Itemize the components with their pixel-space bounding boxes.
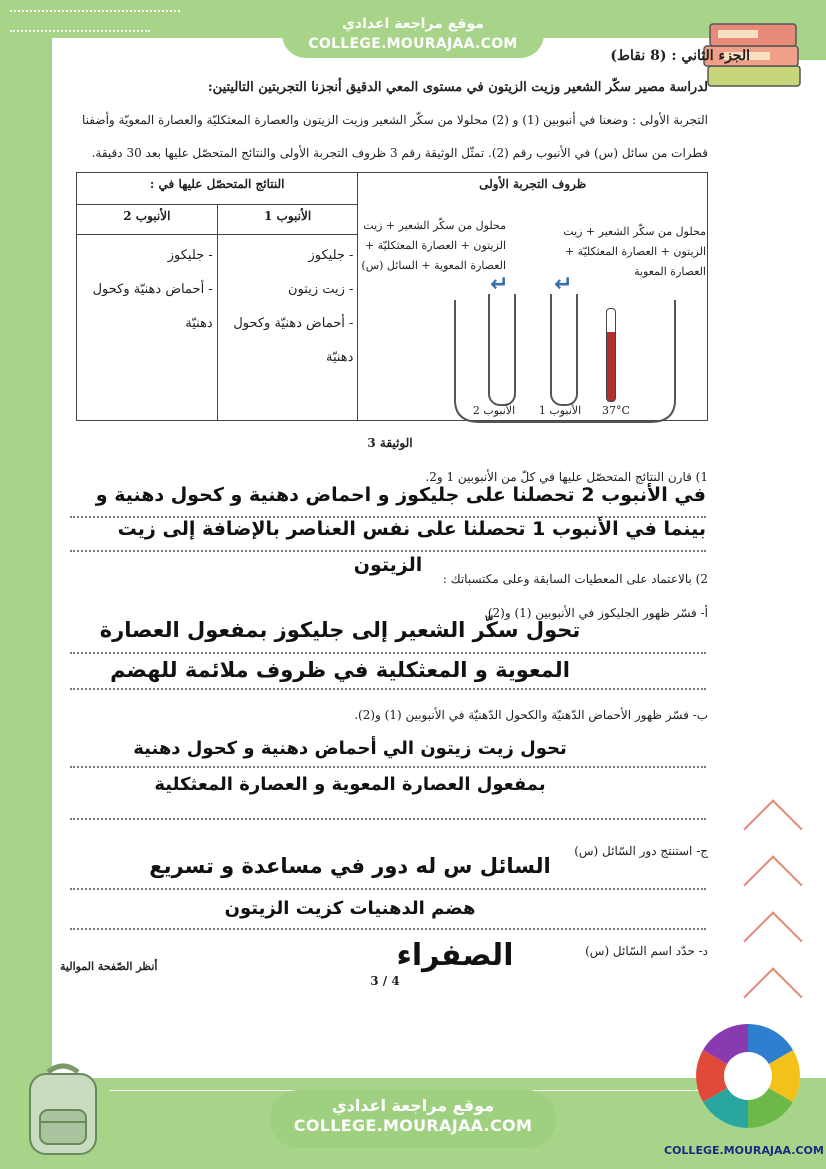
- answer-2d: الصفراء: [396, 938, 514, 973]
- intro-text: لدراسة مصير سكّر الشعير وزيت الزيتون في مستوى المعي الدقيق أنجزنا التجربتين التاليتين:: [207, 80, 708, 95]
- question-2d-prompt: د- حدّد اسم السّائل (س): [585, 944, 708, 958]
- answer-2a-line-2: المعوية و المعثكلية في ظروف ملائمة للهضم: [110, 658, 570, 682]
- tube-2-result: - أحماض دهنيّة وكحول دهنيّة: [92, 282, 213, 331]
- temperature-label: 37°C: [602, 404, 630, 417]
- answer-2c-line-1: السائل س له دور في مساعدة و تسريع: [149, 854, 551, 878]
- answer-line: [70, 550, 706, 552]
- question-2b-prompt: ب- فسّر ظهور الأحماض الدّهنيّة والكحول الدّهنيّة في الأنبوبين (1) و(2).: [354, 708, 708, 722]
- conditions-header: ظروف التجربة الأولى: [479, 177, 587, 191]
- document-label: الوثيقة 3: [367, 436, 413, 450]
- see-next-page-note: أنظر الصّفحة الموالية: [60, 960, 158, 973]
- frame-left-band: [0, 0, 52, 1169]
- decorative-dots: [10, 30, 150, 32]
- footer-banner-url: COLLEGE.MOURAJAA.COM: [293, 1116, 533, 1135]
- pour-arrow-icon: ↵: [490, 272, 509, 297]
- section-title: الجزء الثاني : (8 نقاط): [610, 48, 750, 64]
- tube-2-header: الأنبوب 2: [77, 205, 218, 235]
- header-site-banner[interactable]: [282, 10, 544, 58]
- answer-line: [70, 766, 706, 768]
- answer-line: [70, 818, 706, 820]
- header-banner-url: COLLEGE.MOURAJAA.COM: [308, 36, 518, 52]
- footer-banner-arabic: موقع مراجعة اعدادي: [331, 1096, 495, 1115]
- question-1-prompt: 1) قارن النتائج المتحصّل عليها في كلّ من الأنبوبين 1 و2.: [425, 470, 708, 484]
- solution-1-label: محلول من سكّر الشعير + زيت الزيتون + العصارة المعثكليّة + العصارة المعوية: [563, 225, 706, 278]
- backpack-icon: [18, 1060, 108, 1160]
- answer-line: [70, 688, 706, 690]
- tube-2-label: الأنبوب 2: [472, 404, 516, 417]
- question-2a-prompt: أ- فسّر ظهور الجليكوز في الأنبوبين (1) و(2).: [484, 606, 708, 620]
- tube-1-header: الأنبوب 1: [217, 205, 358, 235]
- experiment-description-line-2: قطرات من سائل (س) في الأنبوب رقم (2). تمثّل الوثيقة رقم 3 ظروف التجربة الأولى والنتائج المتحصّل عليها بعد 30 دقيقة.: [91, 146, 708, 160]
- experiment-description-line-1: التجربة الأولى : وضعنا في أنبوبين (1) و (2) محلولا من سكّر الشعير وزيت الزيتون والعصارة المعثكليّة والعصارة المعويّة وأضفنا: [82, 113, 708, 127]
- tube-1-label: الأنبوب 1: [538, 404, 582, 417]
- corner-logo-url: COLLEGE.MOURAJAA.COM: [664, 1144, 824, 1157]
- tube-1-result: - جليكوز: [308, 248, 354, 263]
- pour-arrow-icon: ↵: [554, 272, 573, 297]
- decorative-dots: [10, 10, 180, 12]
- answer-1-line-2: بينما في الأنبوب 1 تحصلنا على نفس العناصر بالإضافة إلى زيت: [117, 518, 706, 540]
- tube-2-results-cell: [77, 235, 218, 421]
- results-header: النتائج المتحصّل عليها في :: [77, 173, 358, 205]
- footer-site-banner[interactable]: [270, 1090, 556, 1148]
- header-banner-arabic: موقع مراجعة اعدادي: [342, 16, 484, 32]
- answer-1-line-1: في الأنبوب 2 تحصلنا على جليكوز و احماض دهنية و كحول دهنية و: [95, 484, 706, 506]
- page-number: 3 / 4: [370, 974, 400, 988]
- answer-line: [70, 652, 706, 654]
- answer-2b-line-2: بمفعول العصارة المعوية و العصارة المعثكلية: [154, 774, 546, 795]
- tube-2-result: - جليكوز: [167, 248, 213, 263]
- tube-1-result: - أحماض دهنيّة وكحول دهنيّة: [233, 316, 354, 365]
- answer-line: [70, 888, 706, 890]
- question-2-prompt: 2) بالاعتماد على المعطيات السابقة وعلى مكتسباتك :: [442, 572, 708, 586]
- subjects-wheel-logo-icon: [694, 1020, 802, 1140]
- answer-2c-line-2: هضم الدهنيات كزيت الزيتون: [224, 898, 476, 919]
- answer-2a-line-1: تحول سكّر الشعير إلى جليكوز بمفعول العصارة: [99, 618, 581, 642]
- answer-2b-line-1: تحول زيت زيتون الي أحماض دهنية و كحول دهنية: [133, 738, 567, 759]
- answer-1-line-3: الزيتون: [353, 554, 423, 576]
- question-2c-prompt: ج- استنتج دور السّائل (س): [574, 844, 708, 858]
- tube-1-result: - زيت زيتون: [288, 282, 354, 297]
- answer-line: [70, 928, 706, 930]
- tube-1-results-cell: [217, 235, 358, 421]
- solution-2-label: محلول من سكّر الشعير + زيت الزيتون + العصارة المعثكليّة + العصارة المعوية + السائل (س): [361, 219, 506, 272]
